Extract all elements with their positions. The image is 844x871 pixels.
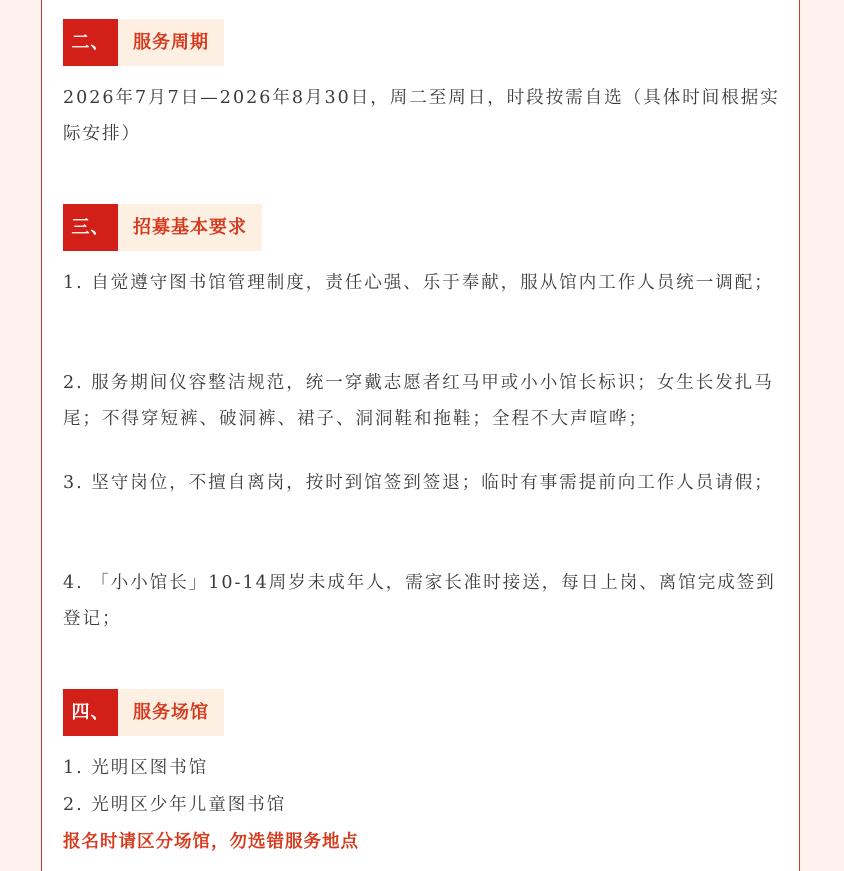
requirement-item: 1. 自觉遵守图书馆管理制度，责任心强、乐于奉献，服从馆内工作人员统一调配； <box>63 273 774 293</box>
article-card <box>41 0 800 871</box>
section-number: 三、 <box>63 204 118 251</box>
requirement-item: 3. 坚守岗位，不擅自离岗，按时到馆签到签退；临时有事需提前向工作人员请假； <box>63 473 774 493</box>
section-title: 服务周期 <box>118 19 224 66</box>
venue-note: 报名时请区分场馆，勿选错服务地点 <box>63 832 359 852</box>
section-header-requirements <box>63 204 262 251</box>
section-title: 招募基本要求 <box>118 204 262 251</box>
section-title: 服务场馆 <box>118 689 224 736</box>
venue-item: 2. 光明区少年儿童图书馆 <box>63 795 287 815</box>
venue-item: 1. 光明区图书馆 <box>63 758 209 778</box>
section-number: 二、 <box>63 19 118 66</box>
section-header-service-period <box>63 19 224 66</box>
section-header-venues <box>63 689 224 736</box>
section-number: 四、 <box>63 689 118 736</box>
service-period-text: 2026年7月7日—2026年8月30日，周二至周日，时段按需自选（具体时间根据实际安排） <box>63 88 780 144</box>
requirement-item: 2. 服务期间仪容整洁规范，统一穿戴志愿者红马甲或小小馆长标识；女生长发扎马尾；不得穿短裤、破洞裤、裙子、洞洞鞋和拖鞋；全程不大声喧哗； <box>63 373 774 429</box>
requirement-item: 4. 「小小馆长」10-14周岁未成年人，需家长准时接送，每日上岗、离馆完成签到登记； <box>63 573 776 629</box>
